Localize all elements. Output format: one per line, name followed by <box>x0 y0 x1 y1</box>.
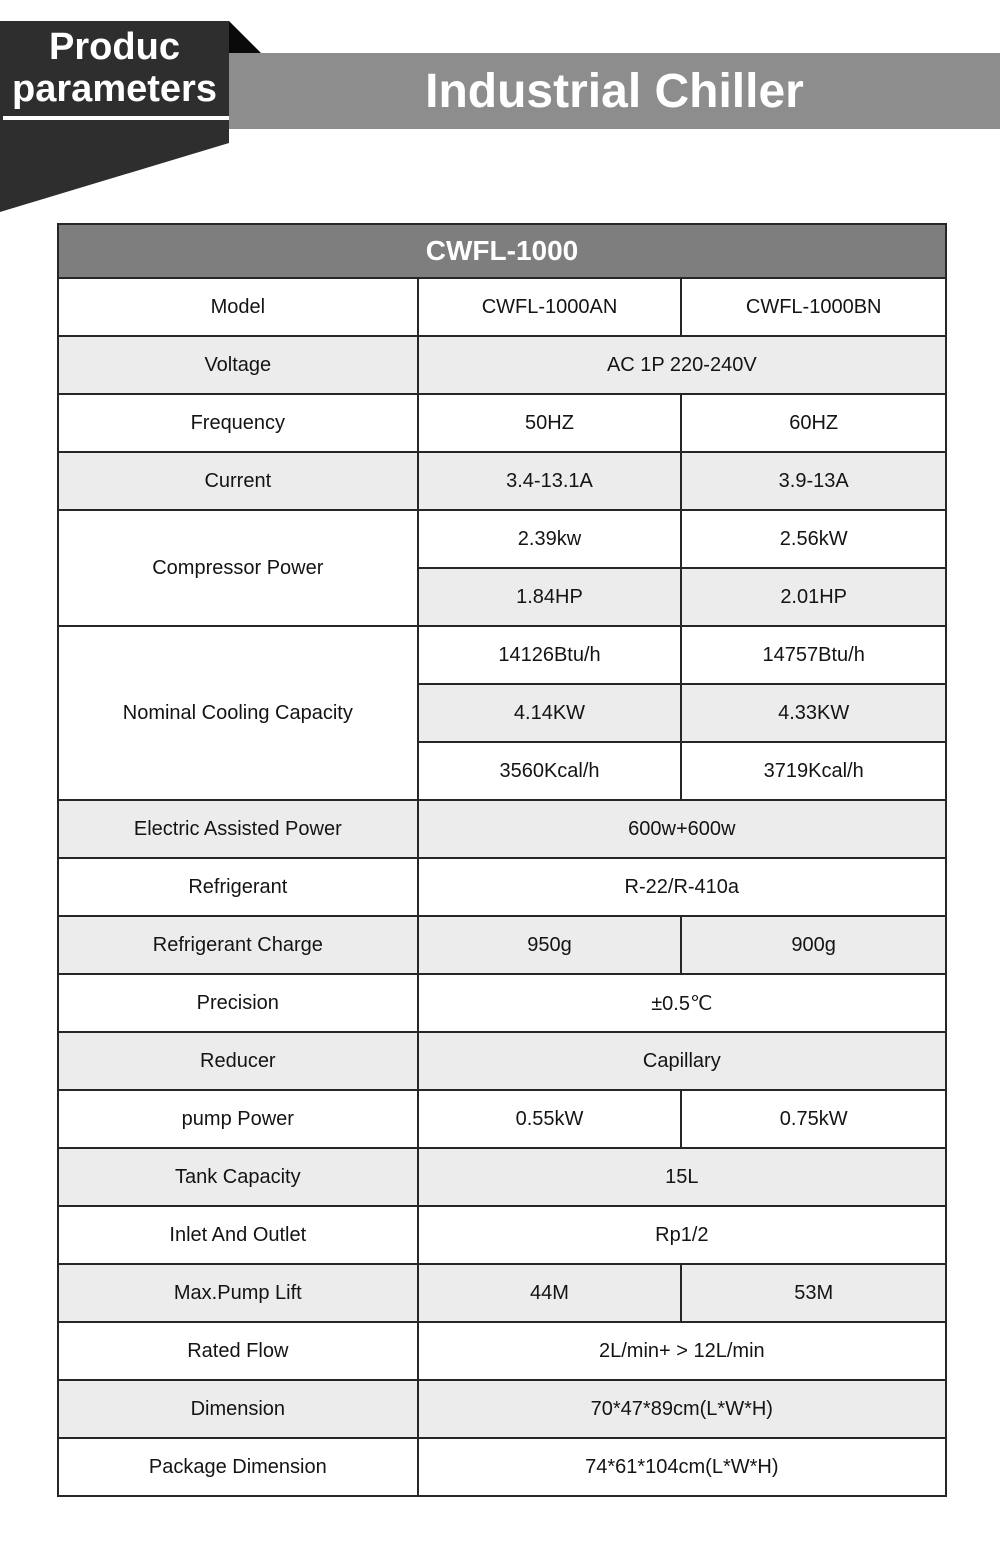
row-dimension-value: 70*47*89cm(L*W*H) <box>418 1380 946 1438</box>
spec-table <box>57 223 947 1497</box>
row-voltage-label: Voltage <box>58 336 418 394</box>
row-pump-power-value-a: 0.55kW <box>418 1090 682 1148</box>
row-frequency-label: Frequency <box>58 394 418 452</box>
row-inlet-outlet-value: Rp1/2 <box>418 1206 946 1264</box>
row-refrigerant <box>58 858 946 916</box>
banner-title: Industrial Chiller <box>425 64 804 118</box>
row-model <box>58 278 946 336</box>
row-reducer <box>58 1032 946 1090</box>
badge-title-line2: parameters <box>12 68 217 110</box>
row-precision-value: ±0.5℃ <box>418 974 946 1032</box>
row-tank-capacity-label: Tank Capacity <box>58 1148 418 1206</box>
row-current-value-b: 3.9-13A <box>681 452 946 510</box>
row-cooling-capacity-btu-a: 14126Btu/h <box>418 626 682 684</box>
banner <box>229 53 1000 129</box>
row-frequency-value-a: 50HZ <box>418 394 682 452</box>
row-max-pump-lift-value-a: 44M <box>418 1264 682 1322</box>
row-electric-assisted-power-label: Electric Assisted Power <box>58 800 418 858</box>
row-compressor-power-hp-b: 2.01HP <box>681 568 946 626</box>
row-compressor-power-kw-b: 2.56kW <box>681 510 946 568</box>
row-max-pump-lift-label: Max.Pump Lift <box>58 1264 418 1322</box>
row-refrigerant-charge <box>58 916 946 974</box>
row-cooling-capacity-btu-b: 14757Btu/h <box>681 626 946 684</box>
row-voltage <box>58 336 946 394</box>
row-compressor-power-label: Compressor Power <box>58 510 418 626</box>
row-package-dimension-value: 74*61*104cm(L*W*H) <box>418 1438 946 1496</box>
row-max-pump-lift <box>58 1264 946 1322</box>
badge-title <box>0 26 229 110</box>
row-voltage-value: AC 1P 220-240V <box>418 336 946 394</box>
row-package-dimension-label: Package Dimension <box>58 1438 418 1496</box>
row-compressor-power-kw-a: 2.39kw <box>418 510 682 568</box>
row-cooling-capacity-label: Nominal Cooling Capacity <box>58 626 418 800</box>
row-rated-flow-label: Rated Flow <box>58 1322 418 1380</box>
row-inlet-outlet <box>58 1206 946 1264</box>
row-model-value-b: CWFL-1000BN <box>681 278 946 336</box>
row-max-pump-lift-value-b: 53M <box>681 1264 946 1322</box>
row-compressor-power-hp-a: 1.84HP <box>418 568 682 626</box>
row-precision-label: Precision <box>58 974 418 1032</box>
row-current-label: Current <box>58 452 418 510</box>
row-electric-assisted-power <box>58 800 946 858</box>
row-dimension <box>58 1380 946 1438</box>
row-frequency <box>58 394 946 452</box>
row-reducer-value: Capillary <box>418 1032 946 1090</box>
row-electric-assisted-power-value: 600w+600w <box>418 800 946 858</box>
table-title-row <box>58 224 946 278</box>
row-current <box>58 452 946 510</box>
row-pump-power <box>58 1090 946 1148</box>
row-current-value-a: 3.4-13.1A <box>418 452 682 510</box>
row-precision <box>58 974 946 1032</box>
row-pump-power-value-b: 0.75kW <box>681 1090 946 1148</box>
row-cooling-capacity <box>58 626 946 684</box>
row-pump-power-label: pump Power <box>58 1090 418 1148</box>
row-compressor-power <box>58 510 946 568</box>
page-header <box>0 0 1000 230</box>
row-rated-flow <box>58 1322 946 1380</box>
row-cooling-capacity-kw-a: 4.14KW <box>418 684 682 742</box>
row-refrigerant-charge-label: Refrigerant Charge <box>58 916 418 974</box>
row-package-dimension <box>58 1438 946 1496</box>
row-tank-capacity <box>58 1148 946 1206</box>
badge-title-line1: Produc <box>49 26 180 68</box>
row-inlet-outlet-label: Inlet And Outlet <box>58 1206 418 1264</box>
row-cooling-capacity-kcal-a: 3560Kcal/h <box>418 742 682 800</box>
row-rated-flow-value: 2L/min+ > 12L/min <box>418 1322 946 1380</box>
table-title: CWFL-1000 <box>58 224 946 278</box>
row-refrigerant-label: Refrigerant <box>58 858 418 916</box>
row-refrigerant-charge-value-b: 900g <box>681 916 946 974</box>
row-model-label: Model <box>58 278 418 336</box>
row-frequency-value-b: 60HZ <box>681 394 946 452</box>
row-refrigerant-value: R-22/R-410a <box>418 858 946 916</box>
row-refrigerant-charge-value-a: 950g <box>418 916 682 974</box>
row-cooling-capacity-kw-b: 4.33KW <box>681 684 946 742</box>
row-model-value-a: CWFL-1000AN <box>418 278 682 336</box>
row-tank-capacity-value: 15L <box>418 1148 946 1206</box>
row-reducer-label: Reducer <box>58 1032 418 1090</box>
row-dimension-label: Dimension <box>58 1380 418 1438</box>
row-cooling-capacity-kcal-b: 3719Kcal/h <box>681 742 946 800</box>
